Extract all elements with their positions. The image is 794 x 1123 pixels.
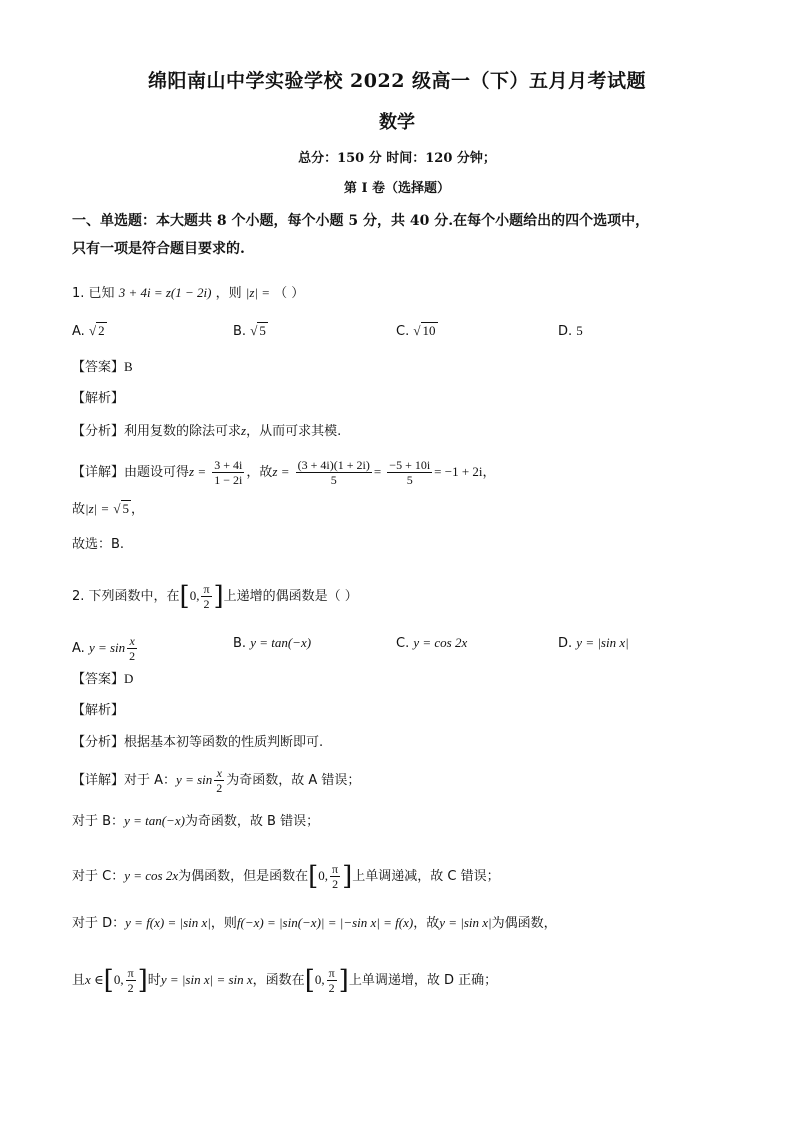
section-heading-line2: 只有一项是符合题目要求的. [72,241,245,257]
q2-option-c: C. y = cos 2x [396,635,468,651]
q2-fenxi: 【分析】根据基本初等函数的性质判断即可. [72,735,324,750]
q2-detail-b: 对于 B：y = tan(−x)为奇函数，故 B 错误； [72,813,320,829]
q2-option-d: D. y = |sin x| [558,635,629,651]
q1-equation: 3 + 4i = z(1 − 2i) [118,285,212,300]
q2-analysis-tag: 【解析】 [72,703,125,718]
q1-prefix: 1. 已知 [72,286,115,301]
q1-option-c: C. √ 10 [396,323,436,339]
q1-blank: （ ） [274,286,305,301]
sqrt-symbol: √ 2 [88,323,105,338]
q1-fenxi: 【分析】利用复数的除法可求z，从而可求其模. [72,423,342,439]
answer-value: B [124,359,133,374]
answer-tag: 【答案】 [72,360,125,375]
q1-stem [72,284,304,303]
fraction: $\frac{3 + 4i}{1 - 2i}$ [214,458,243,487]
q1-detail: 【详解】由题设可得z = $\frac{3 + 4i}{1 - 2i}$ ，故z = $\frac{(3 + 4i)(1 + 2i)}{5}$ = $\frac{-5 + 10i}{5}$ = −1 + 2i， [72,458,496,487]
section-heading-line1: 一、单选题：本大题共 8 个小题，每个小题 5 分，共 40 分.在每个小题给出的四个选项中， [72,213,650,229]
q2-detail-e: 且x ∈[0, $\frac{\pi}{2}$ ]时y = |sin x| = sin x，函数在[0, $\frac{\pi}{2}$ ]上单调递增，故 D 正确； [72,965,498,996]
q1-then: ，则 [215,286,242,301]
fraction: $\frac{\pi}{2}$ [203,582,210,611]
q1-choice: 故选：B. [72,537,125,552]
q2-answer: 【答案】D [72,671,134,687]
q2-detail-c: 对于 C：y = cos 2x为偶函数，但是函数在[0, $\frac{\pi}{2}$ ]上单调递减，故 C 错误； [72,861,500,892]
q2-detail-d: 对于 D：y = f(x) = |sin x|，则f(−x) = |sin(−x)| = |−sin x| = f(x)，故y = |sin x|为偶函数， [72,915,557,931]
q1-analysis-tag: 【解析】 [72,391,125,406]
volume-title: 第 I 卷（选择题） [343,181,451,196]
q1-option-b: B. √ 5 [233,323,266,339]
q2-stem: 2. 下列函数中，在[0, $\frac{\pi}{2}$ ]上递增的偶函数是（ ） [72,581,358,612]
exam-info: 总分：150 分 时间：120 分钟； [298,151,496,166]
fraction: $\frac{(3 + 4i)(1 + 2i)}{5}$ [297,458,370,487]
q1-modulus-result: 故|z| = √ 5 ， [72,501,145,517]
q1-modulus: |z| = [245,285,270,300]
page-title: 绵阳南山中学实验学校 2022 级高一（下）五月月考试题 [147,70,647,92]
sqrt-symbol: √ 5 [250,323,266,338]
fraction: $\frac{-5 + 10i}{5}$ [389,458,431,487]
q2-option-a: A. y = sin $\frac{x}{2}$ [72,634,136,663]
q1-option-d: D. 5 [558,323,583,339]
q1-option-a: A. √ 2 [72,323,105,339]
subject-title: 数学 [379,112,415,133]
q2-option-b: B. y = tan(−x) [233,635,312,651]
q1-answer [72,358,133,377]
sqrt-symbol: √ 10 [413,323,436,338]
q2-detail-a: 【详解】对于 A：y = sin $\frac{x}{2}$ 为奇函数，故 A 错误； [72,766,361,795]
